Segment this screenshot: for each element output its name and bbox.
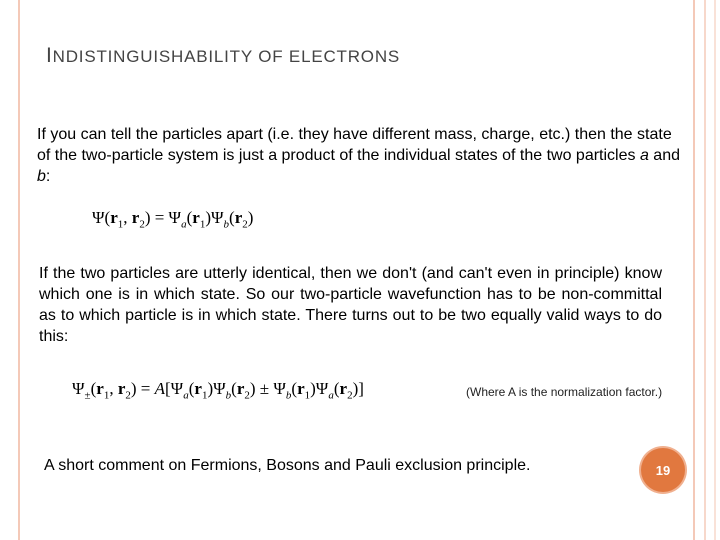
title-initial: I xyxy=(46,44,53,67)
left-border xyxy=(0,0,20,540)
paragraph-distinguishable xyxy=(37,124,687,187)
paragraph1-end: : xyxy=(45,168,51,185)
slide-title xyxy=(46,44,400,68)
particle-b: b xyxy=(37,168,46,185)
paragraph-comment: A short comment on Fermions, Bosons and Pauli exclusion principle. xyxy=(44,457,531,474)
product-wavefunction-equation: $\Psi(r_1$, $r_2) = \Psi_a(r_1)\Psi_b(r_2)$ xyxy=(92,208,254,231)
symmetrized-wavefunction-equation: $\Psi_\pm(r_1$, $r_2) = A[\Psi_a(r_1)\Psi_b(r_2) \pm \Psi_b(r_1)\Psi_a(r_2)]$ xyxy=(72,379,364,402)
normalization-note: (Where A is the normalization factor.) xyxy=(466,385,663,399)
paragraph-identical: If the two particles are utterly identical, then we don't (and can't even in principle) know which one is in which state. So our two-particle wavefunction has to be non-committal as to which particle is in which state. There turns out to be two equally valid ways to do this: xyxy=(39,265,662,345)
border-line-right-2 xyxy=(704,0,706,540)
paragraph1-text: If you can tell the particles apart (i.e. they have different mass, charge, etc.) then the state of the two-particle system is just a product of the individual states of the two particles xyxy=(37,126,672,164)
particle-a: a xyxy=(639,147,649,164)
border-line-left xyxy=(18,0,20,540)
title-rest: NDISTINGUISHABILITY OF ELECTRONS xyxy=(52,47,401,66)
border-line-right-3 xyxy=(714,0,716,540)
border-line-right-1 xyxy=(693,0,695,540)
paragraph1-and: and xyxy=(648,147,680,164)
page-number-badge: 19 xyxy=(641,448,685,492)
